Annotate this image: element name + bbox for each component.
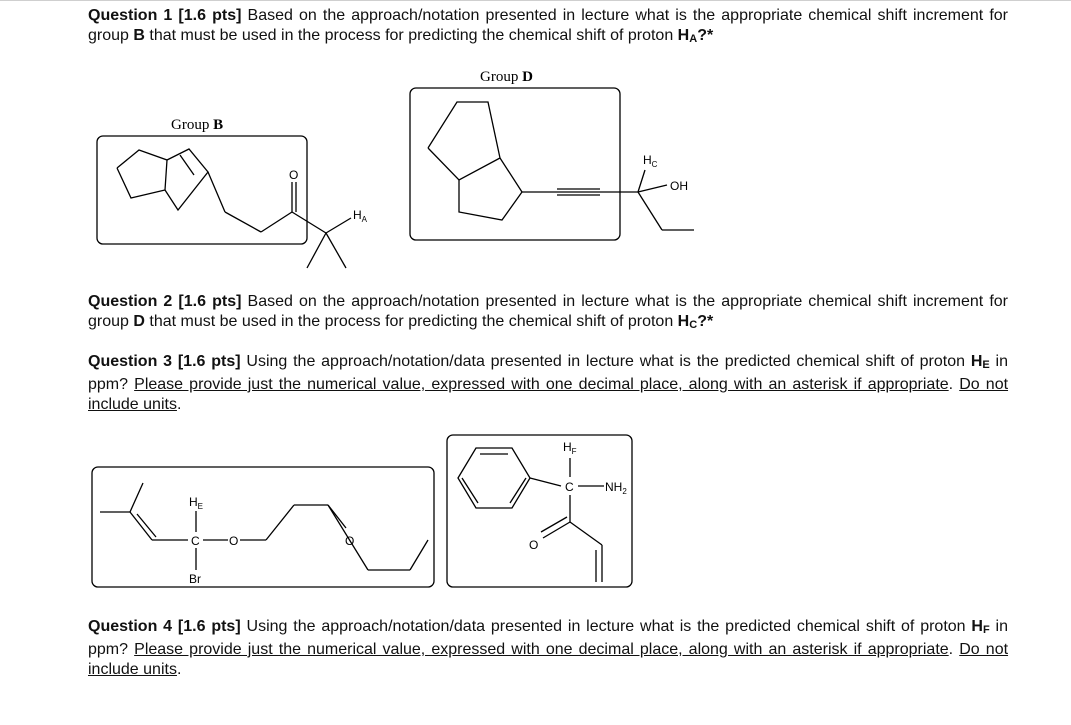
carbon-hf-label: C: [565, 480, 574, 494]
question-2-group: D: [133, 313, 145, 330]
bromine-label: Br: [189, 572, 201, 586]
question-3-units-note: Do not include units: [88, 376, 1009, 413]
question-4-proton-subscript: F: [982, 624, 990, 636]
question-3-heading: Question 3 [1.6 pts]: [88, 353, 241, 370]
question-2-text-part2: that must be used in the process for predicting the chemical shift of proton: [144, 313, 678, 330]
group-b-label: Group B: [171, 117, 224, 133]
question-3-proton: H: [970, 353, 983, 370]
question-1-proton: H: [677, 27, 690, 44]
question-1-text-part2: that must be used in the process for predicting the chemical shift of proton: [144, 27, 678, 44]
question-2-proton-subscript: C: [689, 319, 698, 331]
ketone-oxygen-label: O: [529, 538, 539, 552]
diagram-2-labels: [189, 440, 627, 586]
carbonyl-oxygen-label: O: [345, 534, 355, 548]
question-1-heading: Question 1 [1.6 pts]: [88, 7, 242, 24]
question-1-group: B: [133, 27, 145, 44]
question-2-heading: Question 2 [1.6 pts]: [88, 293, 242, 310]
ether-oxygen-label: O: [229, 534, 239, 548]
question-3-text-part2: in ppm?: [88, 353, 1008, 393]
question-4-heading: Question 4 [1.6 pts]: [88, 618, 241, 635]
he-structure-box: [92, 467, 434, 587]
group-d-label: Group D: [480, 69, 533, 85]
question-4-separator: .: [948, 641, 960, 658]
oxygen-label-b: O: [289, 168, 299, 182]
proton-he-label: $H_E$: [189, 495, 204, 511]
hydroxyl-label: OH: [670, 179, 688, 193]
question-3-end-mark: .: [176, 396, 182, 413]
question-4-instruction: Please provide just the numerical value, expressed with one decimal place, along with an asterisk if appropriate: [134, 641, 949, 658]
question-2-end-mark: ?*: [697, 313, 714, 330]
question-3-proton-subscript: E: [982, 359, 990, 371]
hf-structure-bonds: [458, 448, 604, 582]
he-structure-bonds: [100, 483, 428, 570]
proton-ha-label: $H_A$: [353, 208, 368, 224]
question-4-text-part1: Using the approach/notation/data presented in lecture what is the predicted chemical shift of proton: [240, 618, 972, 635]
proton-hf-label: $H_F$: [563, 440, 577, 456]
question-3-separator: .: [948, 376, 960, 393]
hf-structure-box: [447, 435, 632, 587]
proton-hc-label: $H_C$: [643, 153, 658, 169]
carbon-he-label: C: [191, 534, 200, 548]
question-3-instruction: Please provide just the numerical value, expressed with one decimal place, along with an asterisk if appropriate: [134, 376, 949, 393]
question-4-text-part2: in ppm?: [88, 618, 1008, 658]
question-3-text-part1: Using the approach/notation/data presented in lecture what is the predicted chemical shift of proton: [240, 353, 971, 370]
question-4: [88, 617, 1008, 680]
question-1-proton-subscript: A: [689, 33, 698, 45]
amine-label: $NH_2$: [605, 480, 627, 496]
question-4-end-mark: .: [176, 661, 182, 678]
question-4-proton: H: [971, 618, 983, 635]
question-4-units-note: Do not include units: [88, 641, 1009, 678]
question-2-proton: H: [677, 313, 690, 330]
question-1-end-mark: ?*: [697, 27, 714, 44]
question-2-text-part1: Based on the approach/notation presented in lecture what is the appropriate chemical shift increment for group: [88, 293, 1009, 330]
question-1-text-part1: Based on the approach/notation presented in lecture what is the appropriate chemical shift increment for group: [88, 7, 1009, 44]
